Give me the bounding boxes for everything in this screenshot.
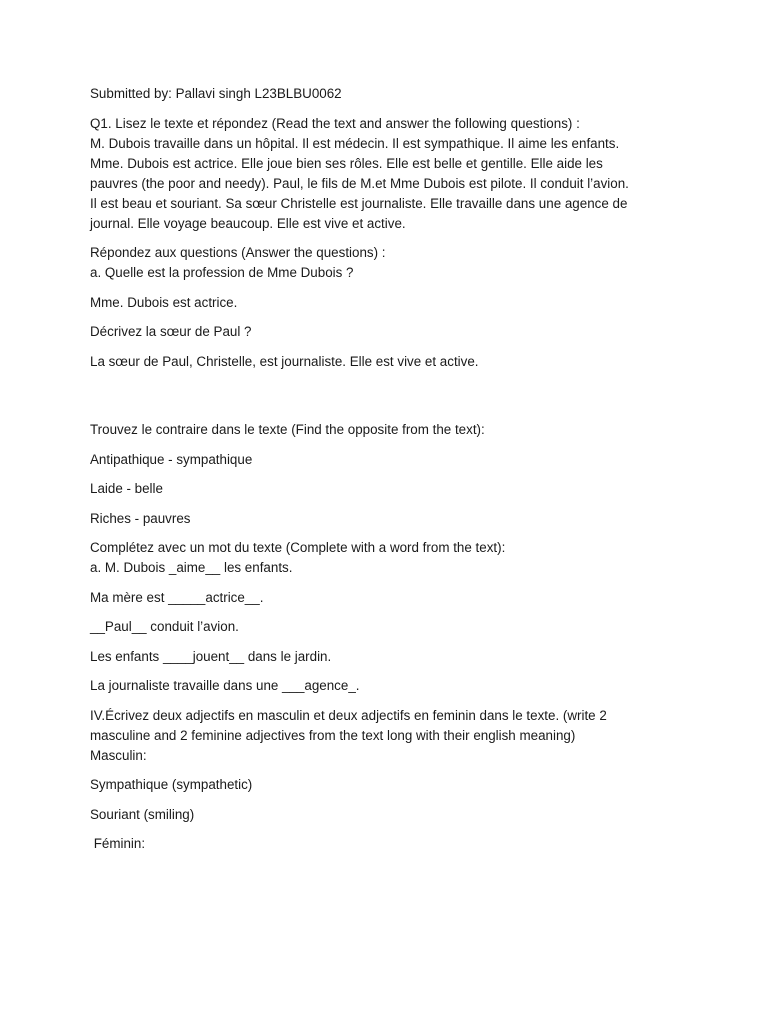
passage-line: pauvres (the poor and needy). Paul, le fils de M.et Mme Dubois est pilote. Il conduit l’avion.	[90, 175, 629, 191]
passage-line: M. Dubois travaille dans un hôpital. Il est médecin. Il est sympathique. Il aime les enfants.	[90, 135, 620, 151]
complete-item: a. M. Dubois _aime__ les enfants.	[90, 560, 293, 575]
document-content	[90, 84, 680, 864]
adjectives-block	[90, 706, 680, 766]
feminin-label: Féminin:	[90, 836, 146, 851]
answer-b: La sœur de Paul, Christelle, est journaliste. Elle est vive et active.	[90, 353, 479, 369]
question-a: a. Quelle est la profession de Mme Dubois ?	[90, 265, 354, 280]
masculin-label: Masculin:	[90, 747, 147, 763]
answer-questions-block	[90, 243, 680, 283]
submitted-by: Submitted by: Pallavi singh L23BLBU0062	[90, 86, 342, 101]
answer-a: Mme. Dubois est actrice.	[90, 294, 238, 310]
opposites-heading: Trouvez le contraire dans le texte (Find the opposite from the text):	[90, 422, 485, 437]
q1-instruction: Q1. Lisez le texte et répondez (Read the text and answer the following questions) :	[90, 115, 580, 131]
complete-item: La journaliste travaille dans une ___agence_.	[90, 678, 360, 693]
passage-line: Il est beau et souriant. Sa sœur Christelle est journaliste. Elle travaille dans une agence de	[90, 195, 628, 211]
blank-gap	[90, 381, 680, 420]
masculin-adjective: Sympathique (sympathetic)	[90, 777, 253, 792]
complete-heading: Complétez avec un mot du texte (Complete with a word from the text):	[90, 540, 506, 555]
passage-line: Mme. Dubois est actrice. Elle joue bien ses rôles. Elle est belle et gentille. Elle aide les	[90, 155, 603, 171]
q1-block	[90, 114, 680, 234]
complete-item: Les enfants ____jouent__ dans le jardin.	[90, 648, 332, 664]
complete-item: __Paul__ conduit l’avion.	[90, 619, 239, 634]
complete-block	[90, 538, 680, 578]
adjectives-instruction: masculine and 2 feminine adjectives from the text long with their english meaning)	[90, 727, 576, 743]
passage-line: journal. Elle voyage beaucoup. Elle est vive et active.	[90, 215, 406, 231]
masculin-adjective: Souriant (smiling)	[90, 806, 195, 822]
adjectives-instruction: IV.Écrivez deux adjectifs en masculin et deux adjectifs en feminin dans le texte. (write 2	[90, 707, 607, 723]
question-b: Décrivez la sœur de Paul ?	[90, 324, 252, 339]
opposite-pair: Antipathique - sympathique	[90, 451, 253, 467]
complete-item: Ma mère est _____actrice__.	[90, 589, 264, 605]
opposite-pair: Laide - belle	[90, 481, 163, 496]
opposite-pair: Riches - pauvres	[90, 510, 191, 526]
answer-questions-heading: Répondez aux questions (Answer the questions) :	[90, 245, 386, 260]
